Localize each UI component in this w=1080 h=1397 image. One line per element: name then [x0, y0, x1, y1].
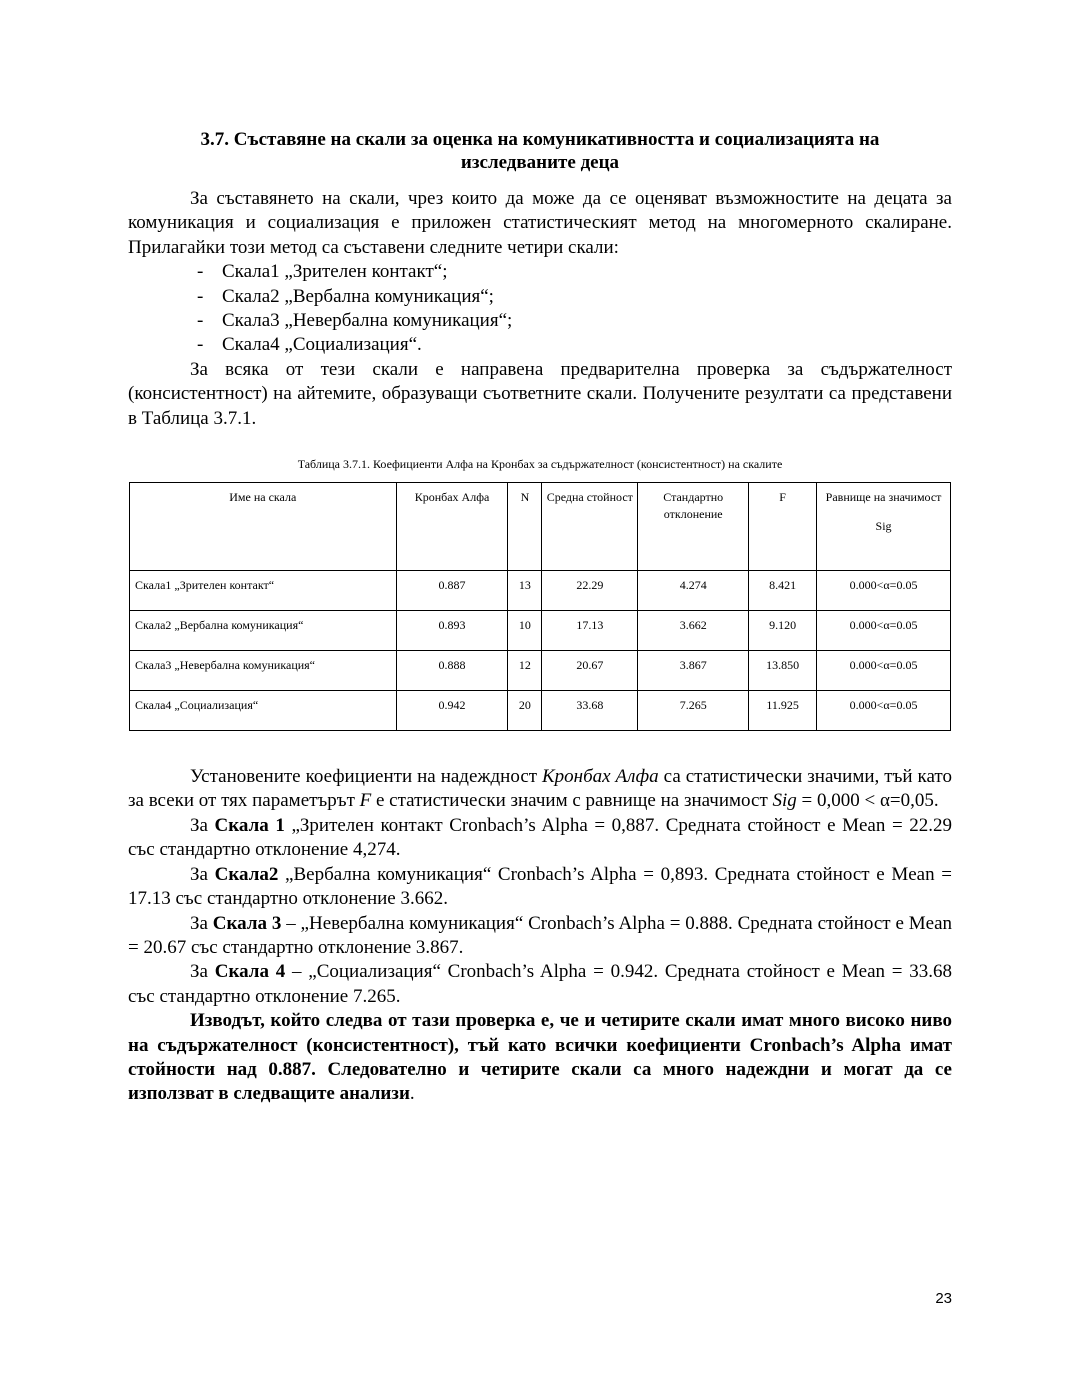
cell: 0.000<α=0.05 — [817, 691, 951, 731]
cell: 20.67 — [542, 651, 638, 691]
list-item: - Скала2 „Вербална комуникация“; — [197, 285, 494, 307]
cell: 11.925 — [749, 691, 817, 731]
cell: 33.68 — [542, 691, 638, 731]
cell: Скала1 „Зрителен контакт“ — [130, 571, 397, 611]
cell: 4.274 — [638, 571, 749, 611]
heading-line-2: изследваните деца — [460, 152, 620, 173]
table-header-row — [130, 483, 951, 571]
paragraph-significance — [128, 765, 952, 814]
text-bold: Скала2 — [214, 863, 279, 885]
intro-paragraph: За съставянето на скали, чрез които да може да се оценяват възможностите на децата за комуникация и социализация е приложен статистическият метод на многомерното скалиране. Прилагайки този метод са съставени следните четири скали: — [128, 188, 952, 258]
page-number: 23 — [935, 1290, 952, 1307]
text: = 0,000 < α=0,05. — [796, 790, 939, 812]
cell: 0.000<α=0.05 — [817, 571, 951, 611]
header-sig: Sig — [875, 519, 892, 534]
col-header: F — [749, 483, 817, 571]
paragraph-scale-4 — [128, 960, 952, 1009]
text-italic: F — [359, 790, 372, 812]
cell: 10 — [508, 611, 542, 651]
col-header: Средна стойност — [542, 483, 638, 571]
cell: 0.893 — [396, 611, 508, 651]
col-header: N — [508, 483, 542, 571]
text: . — [409, 1083, 415, 1105]
list-item: - Скала3 „Невербална комуникация“; — [197, 310, 513, 332]
col-header: Стандартно отклонение — [638, 483, 749, 571]
cell: 13 — [508, 571, 542, 611]
table-row — [130, 611, 951, 651]
cell: 9.120 — [749, 611, 817, 651]
cell: 0.887 — [396, 571, 508, 611]
paragraph-conclusion — [128, 1009, 952, 1107]
cell: Скала4 „Социализация“ — [130, 691, 397, 731]
text: – „Невербална комуникация“ Cronbach’s Alpha = 0.888. Средната стойност е Mean = 20.67 със стандартно отклонение 3.867. — [128, 912, 952, 958]
cell: 13.850 — [749, 651, 817, 691]
text: е статистически значим с равнище на значимост — [371, 790, 773, 812]
cell: 12 — [508, 651, 542, 691]
cell: Скала2 „Вербална комуникация“ — [130, 611, 397, 651]
paragraph-2: За всяка от тези скали е направена предварителна проверка за съдържателност (консистентност) на айтемите, образуващи съответните скали. Получените резултати са представени в Таблица 3.7.1. — [128, 358, 952, 429]
text: За — [190, 961, 215, 983]
text: За — [190, 912, 213, 934]
cell: 20 — [508, 691, 542, 731]
text: За — [190, 814, 215, 836]
heading-line-1: 3.7. Съставяне на скали за оценка на комуникативността и социализацията на — [200, 129, 880, 150]
scale-list — [128, 260, 952, 358]
header-text: Равнище на значимост — [825, 490, 942, 505]
col-header: Кронбах Алфа — [396, 483, 508, 571]
cell: 7.265 — [638, 691, 749, 731]
cell: 0.000<α=0.05 — [817, 611, 951, 651]
text-bold: Скала 1 — [214, 814, 285, 836]
cell: 0.000<α=0.05 — [817, 651, 951, 691]
col-header: Име на скала — [130, 483, 397, 571]
text: Установените коефициенти на надеждност — [190, 766, 543, 788]
cell: Скала3 „Невербална комуникация“ — [130, 651, 397, 691]
list-item-text: Скала2 „Вербална комуникация“; — [222, 285, 494, 307]
text-italic: Sig — [772, 790, 797, 812]
cell: 3.867 — [638, 651, 749, 691]
table-row — [130, 651, 951, 691]
cell: 17.13 — [542, 611, 638, 651]
list-item: - Скала4 „Социализация“. — [197, 334, 422, 356]
cell: 22.29 — [542, 571, 638, 611]
list-item: - Скала1 „Зрителен контакт“; — [197, 261, 448, 283]
section-heading — [128, 128, 952, 174]
cell: 8.421 — [749, 571, 817, 611]
cronbach-table — [129, 482, 951, 731]
text-bold: Скала 4 — [214, 961, 286, 983]
text-bold: Изводът, който следва от тази проверка е, че и четирите скали имат много високо ниво на съдържателност (консистентност), тъй като всички коефициенти Cronbach’s Alpha имат стойности над 0.887. Следователно и четирите скали са много надеждни и могат да се използват в следващите анализи — [128, 1010, 952, 1105]
text: „Вербална комуникация“ Cronbach’s Alpha = 0,893. Средната стойност е Mean = 17.13 със стандартно отклонение 3.662. — [128, 863, 953, 910]
cell: 3.662 — [638, 611, 749, 651]
text: са статистически значими, тъй като за всеки от тях параметърът — [128, 766, 952, 812]
list-item-text: Скала3 „Невербална комуникация“; — [222, 310, 513, 332]
text-italic: Кронбах Алфа — [542, 766, 659, 788]
table-row — [130, 691, 951, 731]
text-bold: Скала 3 — [212, 912, 282, 934]
text: За — [190, 863, 215, 885]
table-row — [130, 571, 951, 611]
paragraph-scale-2 — [128, 863, 952, 912]
list-item-text: Скала4 „Социализация“. — [222, 334, 422, 356]
table-caption: Таблица 3.7.1. Коефициенти Алфа на Кронбах за съдържателност (консистентност) на скалите — [297, 457, 783, 472]
text: „Зрителен контакт Cronbach’s Alpha = 0,887. Средната стойност е Mean = 22.29 със стандартно отклонение 4,274. — [128, 814, 952, 861]
paragraph-scale-3 — [128, 912, 952, 961]
cell: 0.888 — [396, 651, 508, 691]
document-page — [128, 128, 952, 1107]
paragraph-scale-1 — [128, 814, 952, 863]
text: – „Социализация“ Cronbach’s Alpha = 0.942. Средната стойност е Mean = 33.68 със стандартно отклонение 7.265. — [128, 961, 953, 1007]
col-header — [817, 483, 951, 571]
list-item-text: Скала1 „Зрителен контакт“; — [222, 261, 448, 283]
cell: 0.942 — [396, 691, 508, 731]
